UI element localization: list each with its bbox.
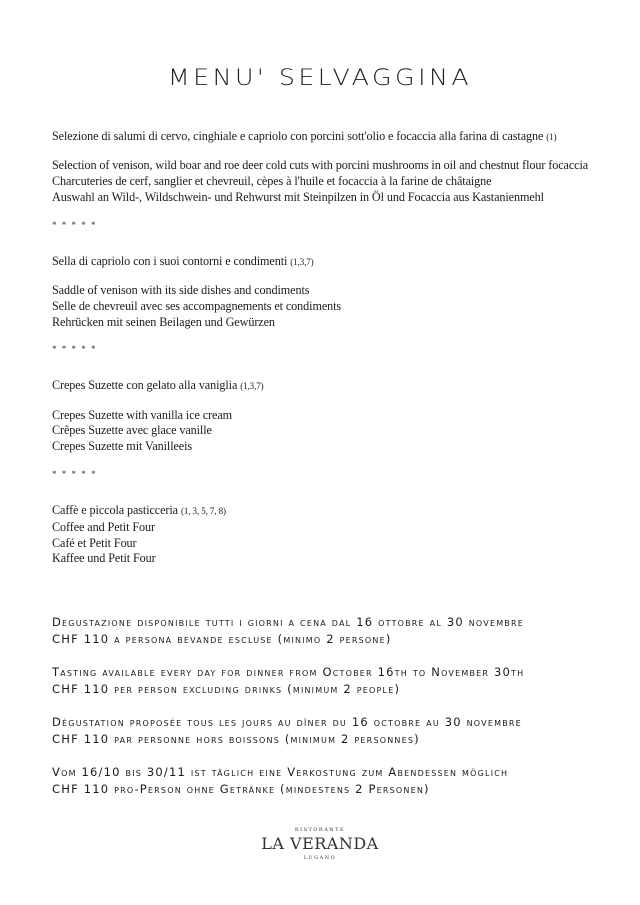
course-translation-de: Crepes Suzette mit Vanilleeis [52, 439, 193, 454]
allergens: (1,3,7) [240, 381, 264, 392]
course-italian-text: Crepes Suzette con gelato alla vaniglia [52, 378, 238, 393]
course-1 [52, 129, 632, 206]
course-translation-en: Coffee and Petit Four [52, 519, 155, 534]
course-3 [52, 378, 632, 455]
course-separator: * * * * * [52, 344, 97, 355]
tasting-price: CHF 110 a persona bevande escluse (minimo 2 persone) [52, 631, 392, 646]
allergens: (1) [546, 132, 557, 142]
course-italian-text: Selezione di salumi di cervo, cinghiale e capriolo con porcini sott'olio e focaccia alla farina di castagne [52, 129, 544, 143]
tasting-french [52, 714, 612, 747]
course-translation-de: Rehrücken mit seinen Beilagen und Gewürzen [52, 314, 275, 329]
course-translation-fr: Charcuteries de cerf, sanglier et chevreuil, cèpes à l'huile et focaccia à la farine de châtaigne [52, 174, 492, 189]
course-translation-en: Saddle of venison with its side dishes and condiments [52, 282, 310, 297]
tasting-italian [52, 614, 612, 647]
logo-name: LA VERANDA [261, 834, 379, 853]
course-separator: * * * * * [52, 219, 97, 230]
logo-ristorante: RISTORANTE [294, 827, 346, 833]
tasting-english [52, 664, 612, 697]
tasting-availability: Tasting available every day for dinner from October 16th to November 30th [52, 665, 525, 679]
course-translation-fr: Selle de chevreuil avec ses accompagnements et condiments [52, 298, 342, 313]
tasting-price: CHF 110 par personne hors boissons (minimum 2 personnes) [52, 731, 420, 746]
allergens: (1,3,7) [290, 256, 314, 267]
course-translation-de: Auswahl an Wild-, Wildschwein- und Rehwurst mit Steinpilzen in Öl und Focaccia aus Kastanienmehl [52, 189, 544, 204]
tasting-availability: Dégustation proposée tous les jours au dîner du 16 octobre au 30 novembre [52, 715, 522, 729]
course-italian [52, 378, 632, 395]
course-separator: * * * * * [52, 469, 97, 480]
course-4 [52, 503, 632, 567]
tasting-info [52, 614, 612, 814]
tasting-price: CHF 110 per person excluding drinks (minimum 2 people) [52, 681, 401, 696]
tasting-price: CHF 110 pro-Person ohne Getränke (mindestens 2 Personen) [52, 781, 430, 796]
course-italian [52, 503, 632, 520]
course-italian [52, 254, 632, 271]
tasting-german [52, 764, 612, 797]
course-italian-text: Sella di capriolo con i suoi contorni e condimenti [52, 253, 288, 268]
course-2 [52, 254, 632, 331]
restaurant-logo [0, 826, 640, 862]
tasting-availability: Degustazione disponibile tutti i giorni a cena dal 16 ottobre al 30 novembre [52, 615, 525, 629]
tasting-availability: Vom 16/10 bis 30/11 ist täglich eine Verkostung zum Abendessen möglich [52, 765, 509, 779]
course-translation-fr: Café et Petit Four [52, 535, 137, 550]
menu-title: MENU' SELVAGGINA [167, 66, 473, 91]
logo-location: LUGANO [303, 855, 337, 861]
course-translation-de: Kaffee und Petit Four [52, 551, 156, 566]
course-italian-text: Caffè e piccola pasticceria [52, 503, 178, 518]
course-translation-fr: Crêpes Suzette avec glace vanille [52, 423, 212, 438]
allergens: (1, 3, 5, 7, 8) [180, 506, 226, 517]
course-translation-en: Crepes Suzette with vanilla ice cream [52, 407, 233, 422]
course-translation-en: Selection of venison, wild boar and roe deer cold cuts with porcini mushrooms in oil and chestnut flour focaccia [52, 158, 589, 173]
menu-courses [52, 129, 632, 567]
course-italian [52, 129, 632, 146]
